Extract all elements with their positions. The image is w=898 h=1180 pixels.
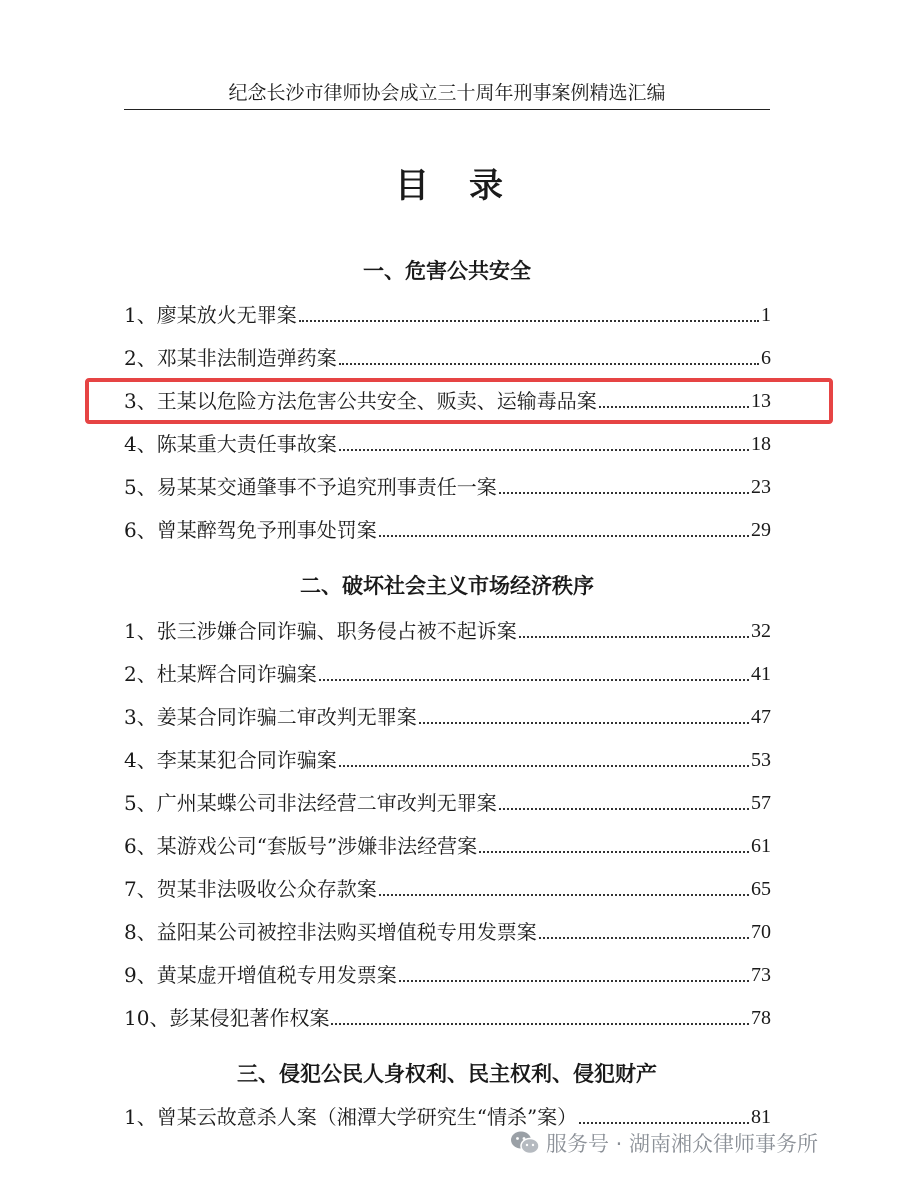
toc-entry-page: 78 [751,1007,771,1029]
toc-entry-label: 3、王某以危险方法危害公共安全、贩卖、运输毒品案 [124,389,597,413]
leader-dots [479,851,749,853]
leader-dots [379,535,749,537]
toc-entry-page: 6 [761,347,771,369]
leader-dots [319,679,749,681]
toc-entry-label: 1、廖某放火无罪案 [124,303,297,327]
toc-entry[interactable] [124,787,771,817]
toc-entry-label: 9、黄某虚开增值税专用发票案 [124,963,397,987]
toc-entry[interactable] [124,428,771,458]
toc-entry-label: 6、曾某醉驾免予刑事处罚案 [124,518,377,542]
toc-entry[interactable] [124,514,771,544]
toc-entry-label: 5、易某某交通肇事不予追究刑事责任一案 [124,475,497,499]
toc-entry[interactable] [124,658,771,688]
toc-entry-page: 32 [751,620,771,642]
section-title-1: 一、危害公共安全 [363,258,531,283]
toc-entry[interactable] [124,701,771,731]
leader-dots [539,937,749,939]
toc-entry[interactable] [124,744,771,774]
toc-entry-page: 65 [751,878,771,900]
toc-entry-page: 47 [751,706,771,728]
header-rule [124,109,770,110]
leader-dots [519,636,749,638]
toc-entry[interactable] [124,916,771,946]
leader-dots [379,894,749,896]
leader-dots [499,808,749,810]
toc-entry[interactable] [124,873,771,903]
toc-entry-label: 5、广州某蝶公司非法经营二审改判无罪案 [124,791,497,815]
toc-entry-label: 3、姜某合同诈骗二审改判无罪案 [124,705,417,729]
toc-entry[interactable] [124,615,771,645]
wechat-icon [510,1130,540,1156]
toc-entry-page: 53 [751,749,771,771]
page-title: 目录 [395,166,543,206]
toc-entry[interactable] [124,299,771,329]
watermark [510,1128,818,1158]
toc-entry-label: 10、彭某侵犯著作权案 [124,1006,330,1030]
toc-entry-page: 29 [751,519,771,541]
toc-entry-label: 7、贺某非法吸收公众存款案 [124,877,377,901]
toc-entry[interactable] [124,1002,771,1032]
toc-entry[interactable] [124,1101,771,1131]
watermark-text: 服务号 · 湖南湘众律师事务所 [546,1132,819,1156]
toc-entry[interactable] [124,342,771,372]
running-header: 纪念长沙市律师协会成立三十周年刑事案例精选汇编 [228,82,666,104]
toc-entry-page: 41 [751,663,771,685]
toc-entry-label: 2、杜某辉合同诈骗案 [124,662,317,686]
toc-entry[interactable] [124,830,771,860]
toc-entry-page: 23 [751,476,771,498]
leader-dots [579,1122,749,1124]
section-title-3: 三、侵犯公民人身权利、民主权利、侵犯财产 [237,1061,657,1086]
toc-entry-label: 6、某游戏公司“套版号”涉嫌非法经营案 [124,834,478,858]
toc-entry-label: 4、李某某犯合同诈骗案 [124,748,337,772]
leader-dots [419,722,749,724]
toc-entry-label: 1、张三涉嫌合同诈骗、职务侵占被不起诉案 [124,619,517,643]
toc-entry-label: 4、陈某重大责任事故案 [124,432,337,456]
toc-entry-page: 70 [751,921,771,943]
toc-entry-page: 57 [751,792,771,814]
toc-entry-page: 1 [761,304,771,326]
leader-dots [299,320,759,322]
leader-dots [499,492,749,494]
leader-dots [339,363,759,365]
highlight-box [85,378,833,424]
leader-dots [331,1023,749,1025]
toc-entry-page: 13 [751,390,771,412]
toc-entry-label: 8、益阳某公司被控非法购买增值税专用发票案 [124,920,537,944]
toc-entry-page: 18 [751,433,771,455]
toc-entry[interactable] [124,959,771,989]
toc-entry-label: 2、邓某非法制造弹药案 [124,346,337,370]
toc-entry[interactable] [124,471,771,501]
toc-entry-label: 1、曾某云故意杀人案（湘潭大学研究生“情杀”案） [124,1105,578,1129]
leader-dots [399,980,749,982]
toc-entry-page: 73 [751,964,771,986]
section-title-2: 二、破坏社会主义市场经济秩序 [300,573,594,598]
toc-entry-page: 61 [751,835,771,857]
leader-dots [339,765,749,767]
leader-dots [339,449,749,451]
toc-entry-page: 81 [751,1106,771,1128]
